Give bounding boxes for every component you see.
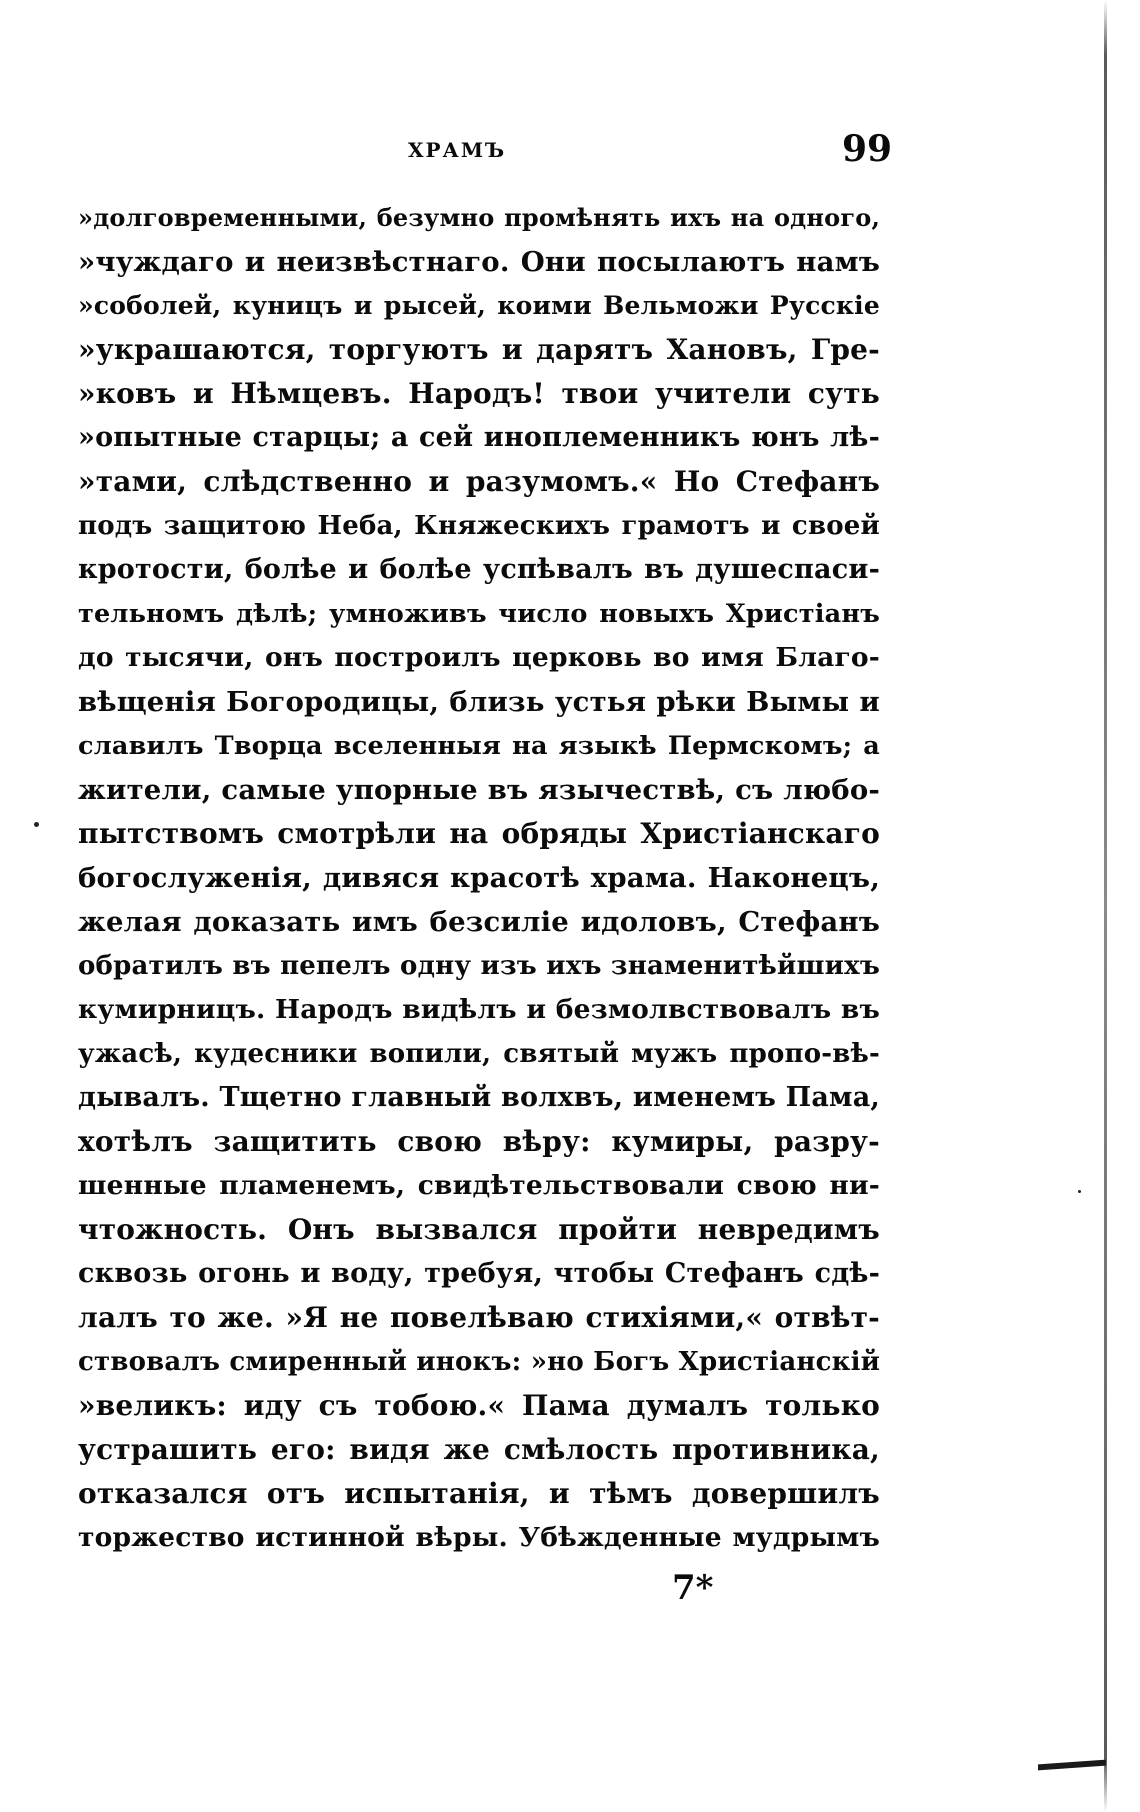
text-line: шенные пламенемъ, свидѣтельствовали свою ни- bbox=[78, 1170, 880, 1201]
text-line: богослуженія, дивяся красотѣ храма. Наконецъ, bbox=[78, 862, 880, 894]
signature-mark: 7* bbox=[672, 1568, 714, 1608]
text-line: ужасѣ, кудесники вопили, святый мужъ пропо-вѣ- bbox=[78, 1039, 880, 1069]
text-line: дывалъ. Тщетно главный волхвъ, именемъ Пама, bbox=[78, 1082, 880, 1113]
text-line: лалъ то же. »Я не повелѣваю стихіями,« отвѣт- bbox=[78, 1301, 880, 1334]
text-line: тельномъ дѣлѣ; умноживъ число новыхъ Христіанъ bbox=[78, 599, 880, 629]
fold-mark bbox=[1038, 1760, 1106, 1771]
running-head: ХРАМЪ bbox=[408, 138, 507, 162]
text-line: пытствомъ смотрѣли на обряды Христіанскаго bbox=[78, 817, 880, 850]
body-text bbox=[78, 196, 880, 1560]
text-line: чтожность. Онъ вызвался пройти невредимъ bbox=[78, 1213, 880, 1246]
margin-speck bbox=[1078, 1190, 1081, 1193]
text-line: торжество истинной вѣры. Убѣжденные мудрымъ bbox=[78, 1522, 880, 1553]
text-line: »чуждаго и неизвѣстнаго. Они посылаютъ намъ bbox=[78, 246, 880, 278]
text-line: обратилъ въ пепелъ одну изъ ихъ знаменитѣйшихъ bbox=[78, 951, 880, 981]
text-line: желая доказать имъ безсиліе идоловъ, Стефанъ bbox=[78, 906, 880, 938]
text-line: »великъ: иду съ тобою.« Пама думалъ только bbox=[78, 1389, 880, 1422]
text-line: ствовалъ смиренный инокъ: »но Богъ Христіанскій bbox=[78, 1347, 881, 1377]
margin-speck bbox=[34, 822, 39, 827]
text-line: »тами, слѣдственно и разумомъ.« Но Стефанъ bbox=[78, 465, 880, 498]
text-line: »украшаются, торгуютъ и дарятъ Хановъ, Гре- bbox=[78, 333, 880, 366]
text-line: »ковъ и Нѣмцевъ. Народъ! твои учители суть bbox=[78, 377, 880, 410]
binding-edge bbox=[1104, 0, 1107, 1812]
page-number: 99 bbox=[842, 128, 893, 170]
text-line: подъ защитою Неба, Княжескихъ грамотъ и своей bbox=[78, 511, 880, 541]
text-line: »опытные старцы; а сей иноплеменникъ юнъ лѣ- bbox=[78, 422, 880, 453]
text-line: кумирницъ. Народъ видѣлъ и безмолвствовалъ въ bbox=[78, 994, 880, 1025]
text-line: сквозь огонь и воду, требуя, чтобы Стефанъ сдѣ- bbox=[78, 1258, 880, 1289]
text-line: отказался отъ испытанія, и тѣмъ довершилъ bbox=[78, 1477, 880, 1510]
text-line: »долговременными, безумно промѣнять ихъ на одного, bbox=[78, 203, 880, 232]
text-line: хотѣлъ защитить свою вѣру: кумиры, разру- bbox=[78, 1125, 880, 1158]
text-line: »соболей, куницъ и рысей, коими Вельможи Русскіе bbox=[78, 291, 880, 320]
text-line: славилъ Творца вселенныя на языкѣ Пермскомъ; а bbox=[78, 731, 880, 761]
text-line: жители, самые упорные въ язычествѣ, съ любо- bbox=[78, 774, 880, 806]
text-line: вѣщенія Богородицы, близь устья рѣки Вымы и bbox=[78, 686, 880, 718]
text-line: кротости, болѣе и болѣе успѣвалъ въ душеспаси- bbox=[78, 554, 880, 585]
text-line: до тысячи, онъ построилъ церковь во имя Благо- bbox=[78, 642, 880, 673]
text-line: устрашить его: видя же смѣлость противника, bbox=[78, 1433, 880, 1466]
